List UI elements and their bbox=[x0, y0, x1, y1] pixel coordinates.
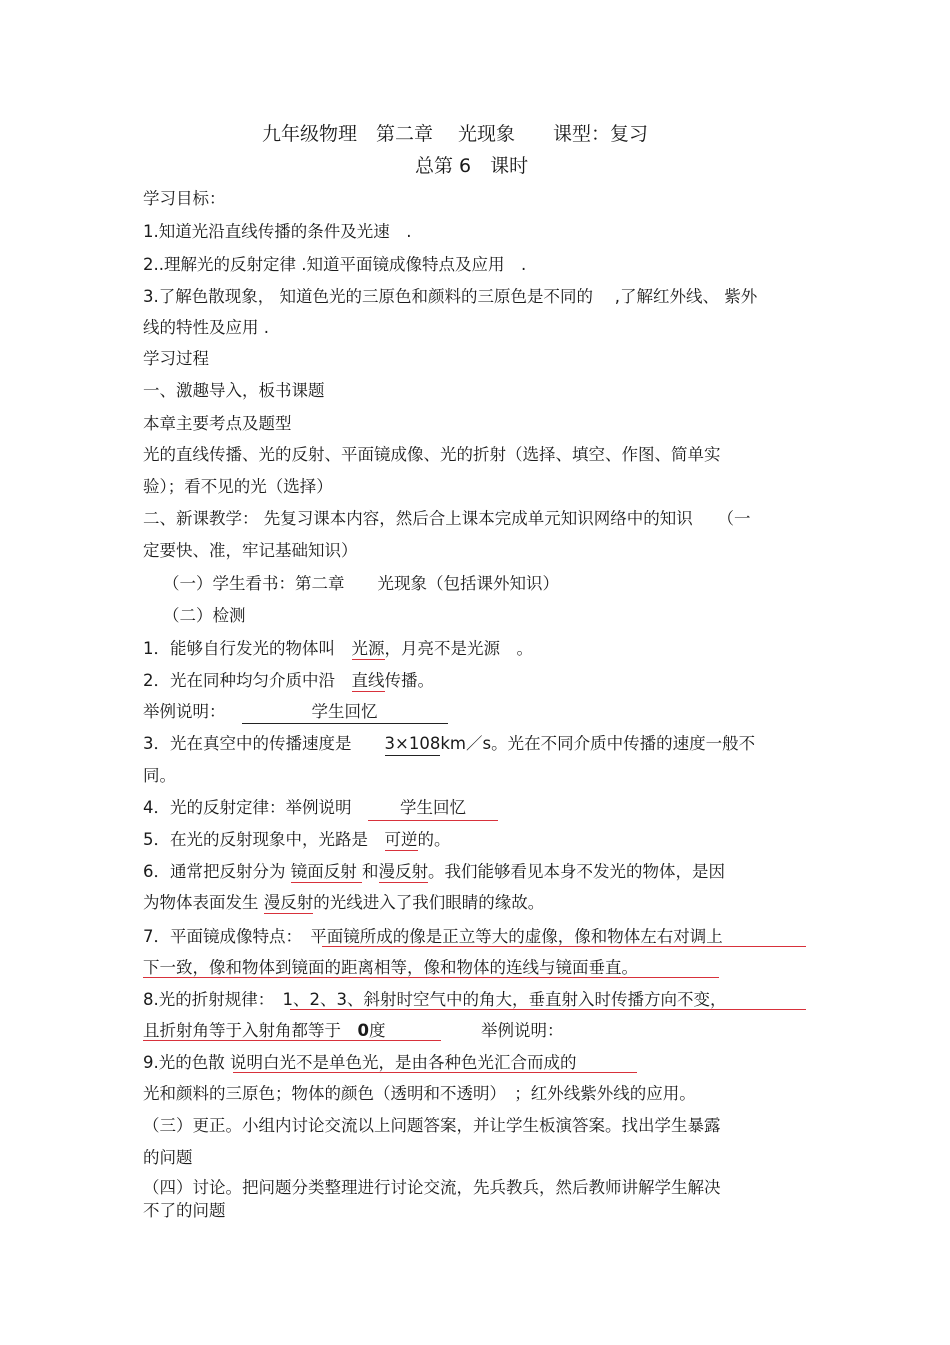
page-title: 九年级物理 第二章 光现象 课型：复习 bbox=[262, 123, 649, 145]
answer-3: 3×108 bbox=[385, 733, 441, 756]
step-4: 二、新课教学： 先复习课本内容，然后合上课本完成单元知识网络中的知识 （一 bbox=[143, 509, 751, 528]
step-discussion-cont: 不了的问题 bbox=[143, 1201, 226, 1220]
answer-8a: 1、2、3、斜射时空气中的角大，垂直射入时传播方向不变， bbox=[282, 990, 727, 1009]
answer-example: 学生回忆 bbox=[242, 701, 448, 724]
answer-8b-underline bbox=[143, 1040, 441, 1041]
answer-7a-underline bbox=[322, 946, 806, 947]
answer-7a: 平面镜所成的像是正立等大的虚像，像和物体左右对调上 bbox=[310, 927, 723, 946]
question-8-cont: 且折射角等于入射角都等于 0度 bbox=[143, 1021, 386, 1040]
step-correction-cont: 的问题 bbox=[143, 1148, 193, 1167]
question-3-cont: 同。 bbox=[143, 766, 176, 785]
step-5: （一）学生看书：第二章 光现象（包括课外知识） bbox=[163, 574, 559, 593]
step-1: 一、激趣导入，板书课题 bbox=[143, 381, 325, 400]
page-subtitle: 总第 6 课时 bbox=[415, 155, 529, 177]
answer-1: 光源 bbox=[351, 639, 385, 658]
question-3: 3．光在真空中的传播速度是 3×108km／s。光在不同介质中传播的速度一般不 bbox=[143, 733, 755, 756]
step-correction: （三）更正。小组内讨论交流以上问题答案，并让学生板演答案。找出学生暴露 bbox=[143, 1116, 721, 1135]
question-9-cont: 光和颜料的三原色；物体的颜色（透明和不透明） ；红外线紫外线的应用。 bbox=[143, 1084, 696, 1103]
answer-5: 可逆 bbox=[384, 830, 418, 849]
answer-4: 学生回忆 bbox=[368, 797, 498, 821]
question-6: 6．通常把反射分为 镜面反射 和漫反射。我们能够看见本身不发光的物体，是因 bbox=[143, 862, 725, 881]
question-9: 9.光的色散 说明白光不是单色光，是由各种色光汇合而成的 bbox=[143, 1053, 577, 1072]
question-7: 7．平面镜成像特点： 平面镜所成的像是正立等大的虚像，像和物体左右对调上 bbox=[143, 927, 723, 946]
step-4-cont: 定要快、准，牢记基础知识） bbox=[143, 541, 358, 560]
step-3-cont: 验）；看不见的光（选择） bbox=[143, 477, 333, 496]
answer-7b-underline bbox=[143, 977, 719, 978]
answer-8b: 且折射角等于入射角都等于 bbox=[143, 1021, 358, 1040]
question-2: 2．光在同种均匀介质中沿 直线传播。 bbox=[143, 671, 434, 690]
process-heading: 学习过程 bbox=[143, 349, 209, 368]
goal-2: 2..理解光的反射定律 .知道平面镜成像特点及应用 . bbox=[143, 255, 527, 274]
answer-2: 直线 bbox=[351, 671, 385, 690]
step-6: （二）检测 bbox=[163, 606, 246, 625]
example-8: 举例说明： bbox=[481, 1021, 564, 1040]
question-8: 8.光的折射规律： 1、2、3、斜射时空气中的角大，垂直射入时传播方向不变， bbox=[143, 990, 727, 1009]
question-5: 5．在光的反射现象中，光路是 可逆的。 bbox=[143, 830, 451, 849]
question-4: 4．光的反射定律：举例说明 学生回忆 bbox=[143, 797, 498, 821]
answer-9-underline bbox=[233, 1072, 637, 1073]
question-6-cont: 为物体表面发生 漫反射的光线进入了我们眼睛的缘故。 bbox=[143, 893, 545, 912]
answer-8a-underline bbox=[290, 1009, 806, 1010]
step-2: 本章主要考点及题型 bbox=[143, 414, 292, 433]
answer-6b: 漫反射 bbox=[378, 862, 428, 881]
example-line: 举例说明： 学生回忆 bbox=[143, 701, 448, 724]
goal-3: 3.了解色散现象， 知道色光的三原色和颜料的三原色是不同的 ,了解红外线、 紫外 bbox=[143, 287, 758, 306]
question-1: 1．能够自行发光的物体叫 光源，月亮不是光源 。 bbox=[143, 639, 533, 658]
step-discussion: （四）讨论。把问题分类整理进行讨论交流，先兵教兵，然后教师讲解学生解决 bbox=[143, 1178, 721, 1197]
goal-3-cont: 线的特性及应用 . bbox=[143, 318, 269, 337]
answer-7b: 下一致，像和物体到镜面的距离相等，像和物体的连线与镜面垂直。 bbox=[143, 958, 638, 977]
goal-1: 1.知道光沿直线传播的条件及光速 . bbox=[143, 222, 412, 241]
step-3: 光的直线传播、光的反射、平面镜成像、光的折射（选择、填空、作图、简单实 bbox=[143, 445, 721, 464]
answer-9: 说明白光不是单色光，是由各种色光汇合而成的 bbox=[230, 1053, 577, 1072]
goals-heading: 学习目标： bbox=[143, 189, 226, 208]
answer-6c: 漫反射 bbox=[263, 893, 314, 912]
answer-6a: 镜面反射 bbox=[290, 862, 362, 881]
